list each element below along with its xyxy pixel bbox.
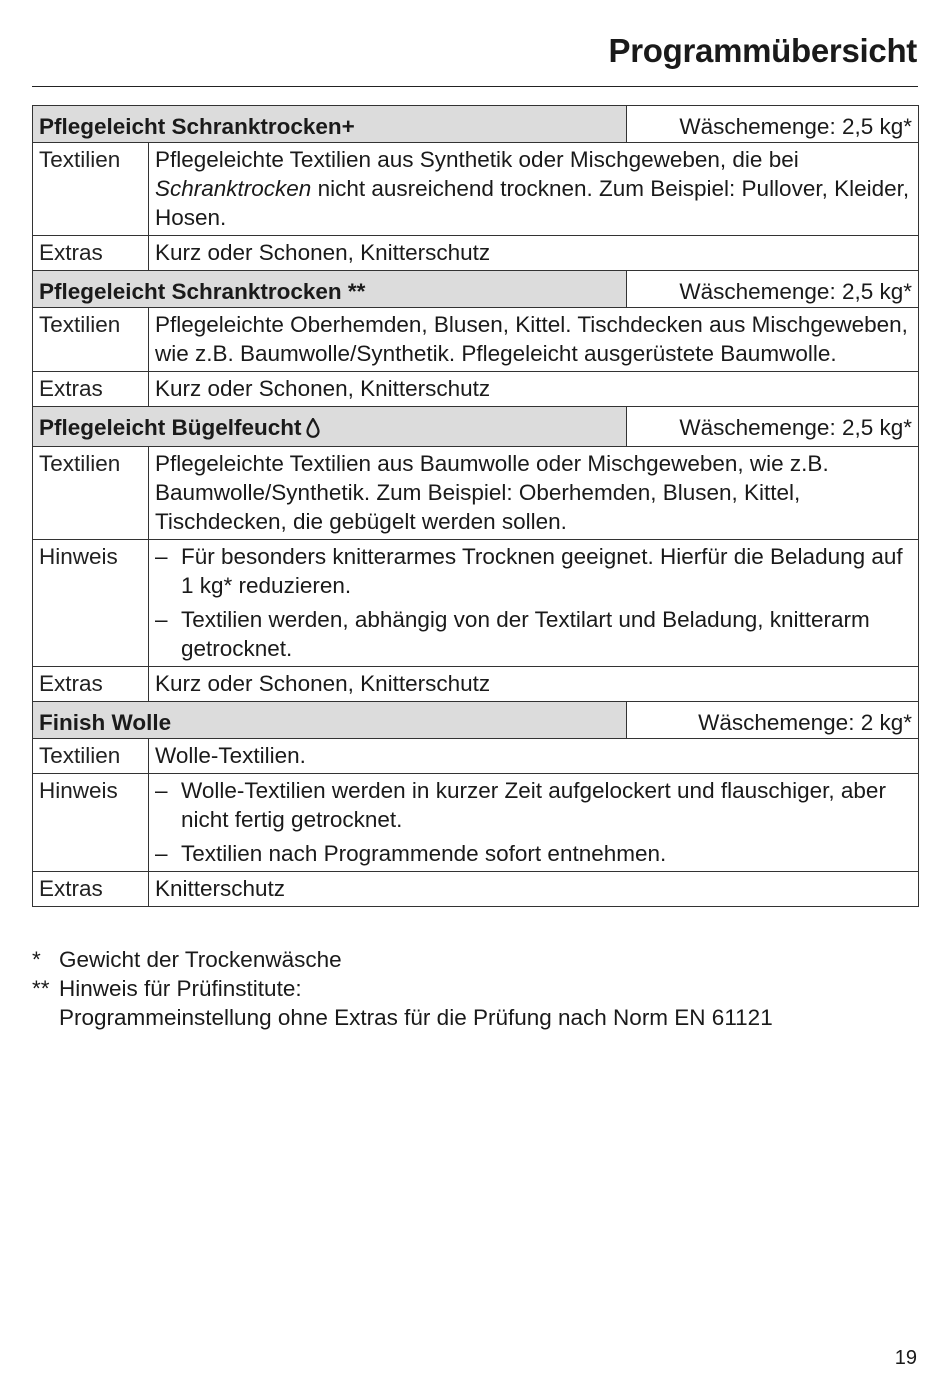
footnote-mark: ** [32,976,50,1001]
extras-text: Kurz oder Schonen, Knitterschutz [149,372,919,407]
hinweis-text: Textilien werden, abhängig von der Textilart und Beladung, knitterarm getrocknet. [181,607,870,661]
textilien-text: Pflegeleichte Oberhemden, Blusen, Kittel. Tischdecken aus Mischgeweben, wie z.B. Baumwolle/Synthetik. Pflegeleicht ausgerüstete Baumwolle. [149,308,919,372]
program-load-amount: Wäschemenge: 2,5 kg* [627,407,919,447]
table-row [33,540,919,667]
dash-bullet: – [155,778,168,803]
row-label-textilien: Textilien [33,308,149,372]
hinweis-list [155,776,912,868]
row-label-extras: Extras [33,872,149,907]
emphasis-text: Schranktrocken [155,176,312,201]
list-item [155,542,912,600]
table-row [33,308,919,372]
hinweis-list [155,542,912,663]
footnote-text: Hinweis für Prüfinstitute: [59,976,302,1001]
program-load-amount: Wäschemenge: 2,5 kg* [627,271,919,308]
footnote-mark: * [32,947,41,972]
textilien-text-part: Pflegeleichte Textilien aus Synthetik oder Mischgeweben, die bei [155,147,799,172]
hinweis-text: Für besonders knitterarmes Trocknen geeignet. Hierfür die Beladung auf 1 kg* reduzieren. [181,544,903,598]
dash-bullet: – [155,841,168,866]
program-table [32,105,919,907]
row-label-textilien: Textilien [33,447,149,540]
extras-text: Kurz oder Schonen, Knitterschutz [149,236,919,271]
footnote [32,974,918,1032]
hinweis-cell [149,774,919,872]
textilien-text: Wolle-Textilien. [149,739,919,774]
program-name: Pflegeleicht Schranktrocken+ [33,106,627,143]
row-label-hinweis: Hinweis [33,774,149,872]
footnote-text: Programmeinstellung ohne Extras für die Prüfung nach Norm EN 61121 [59,1005,773,1030]
list-item [155,605,912,663]
table-row [33,667,919,702]
program-name-cell [33,407,627,447]
hinweis-text: Textilien nach Programmende sofort entnehmen. [181,841,667,866]
textilien-text-part: nicht ausreichend trocknen. Zum Beispiel: Pullover, Kleider, Hosen. [155,176,910,230]
row-label-extras: Extras [33,236,149,271]
list-item [155,776,912,834]
program-header-row [33,407,919,447]
extras-text: Kurz oder Schonen, Knitterschutz [149,667,919,702]
program-load-amount: Wäschemenge: 2 kg* [627,702,919,739]
hinweis-text: Wolle-Textilien werden in kurzer Zeit aufgelockert und flauschiger, aber nicht fertig getrocknet. [181,778,886,832]
table-row [33,774,919,872]
title-divider [32,86,918,87]
program-header-row [33,106,919,143]
program-name: Pflegeleicht Schranktrocken ** [33,271,627,308]
dash-bullet: – [155,544,168,569]
hinweis-cell [149,540,919,667]
textilien-text: Pflegeleichte Textilien aus Baumwolle oder Mischgeweben, wie z.B. Baumwolle/Synthetik. Zum Beispiel: Oberhemden, Blusen, Kittel, Tischdecken, die gebügelt werden sollen. [149,447,919,540]
iron-drop-icon [306,416,320,445]
list-item [155,839,912,868]
extras-text: Knitterschutz [149,872,919,907]
program-name: Finish Wolle [33,702,627,739]
table-row [33,236,919,271]
dash-bullet: – [155,607,168,632]
program-name: Pflegeleicht Bügelfeucht [39,415,302,440]
footnote-text: Gewicht der Trockenwäsche [59,947,342,972]
footnotes [32,945,918,1032]
table-row [33,447,919,540]
program-load-amount: Wäschemenge: 2,5 kg* [627,106,919,143]
table-row [33,872,919,907]
row-label-extras: Extras [33,667,149,702]
textilien-text [149,143,919,236]
row-label-hinweis: Hinweis [33,540,149,667]
table-row [33,143,919,236]
page-number: 19 [894,1347,917,1369]
row-label-textilien: Textilien [33,143,149,236]
table-row [33,739,919,774]
page-title: Programmübersicht [608,32,917,69]
table-row [33,372,919,407]
program-header-row [33,271,919,308]
program-header-row [33,702,919,739]
footnote [32,945,918,974]
row-label-extras: Extras [33,372,149,407]
row-label-textilien: Textilien [33,739,149,774]
